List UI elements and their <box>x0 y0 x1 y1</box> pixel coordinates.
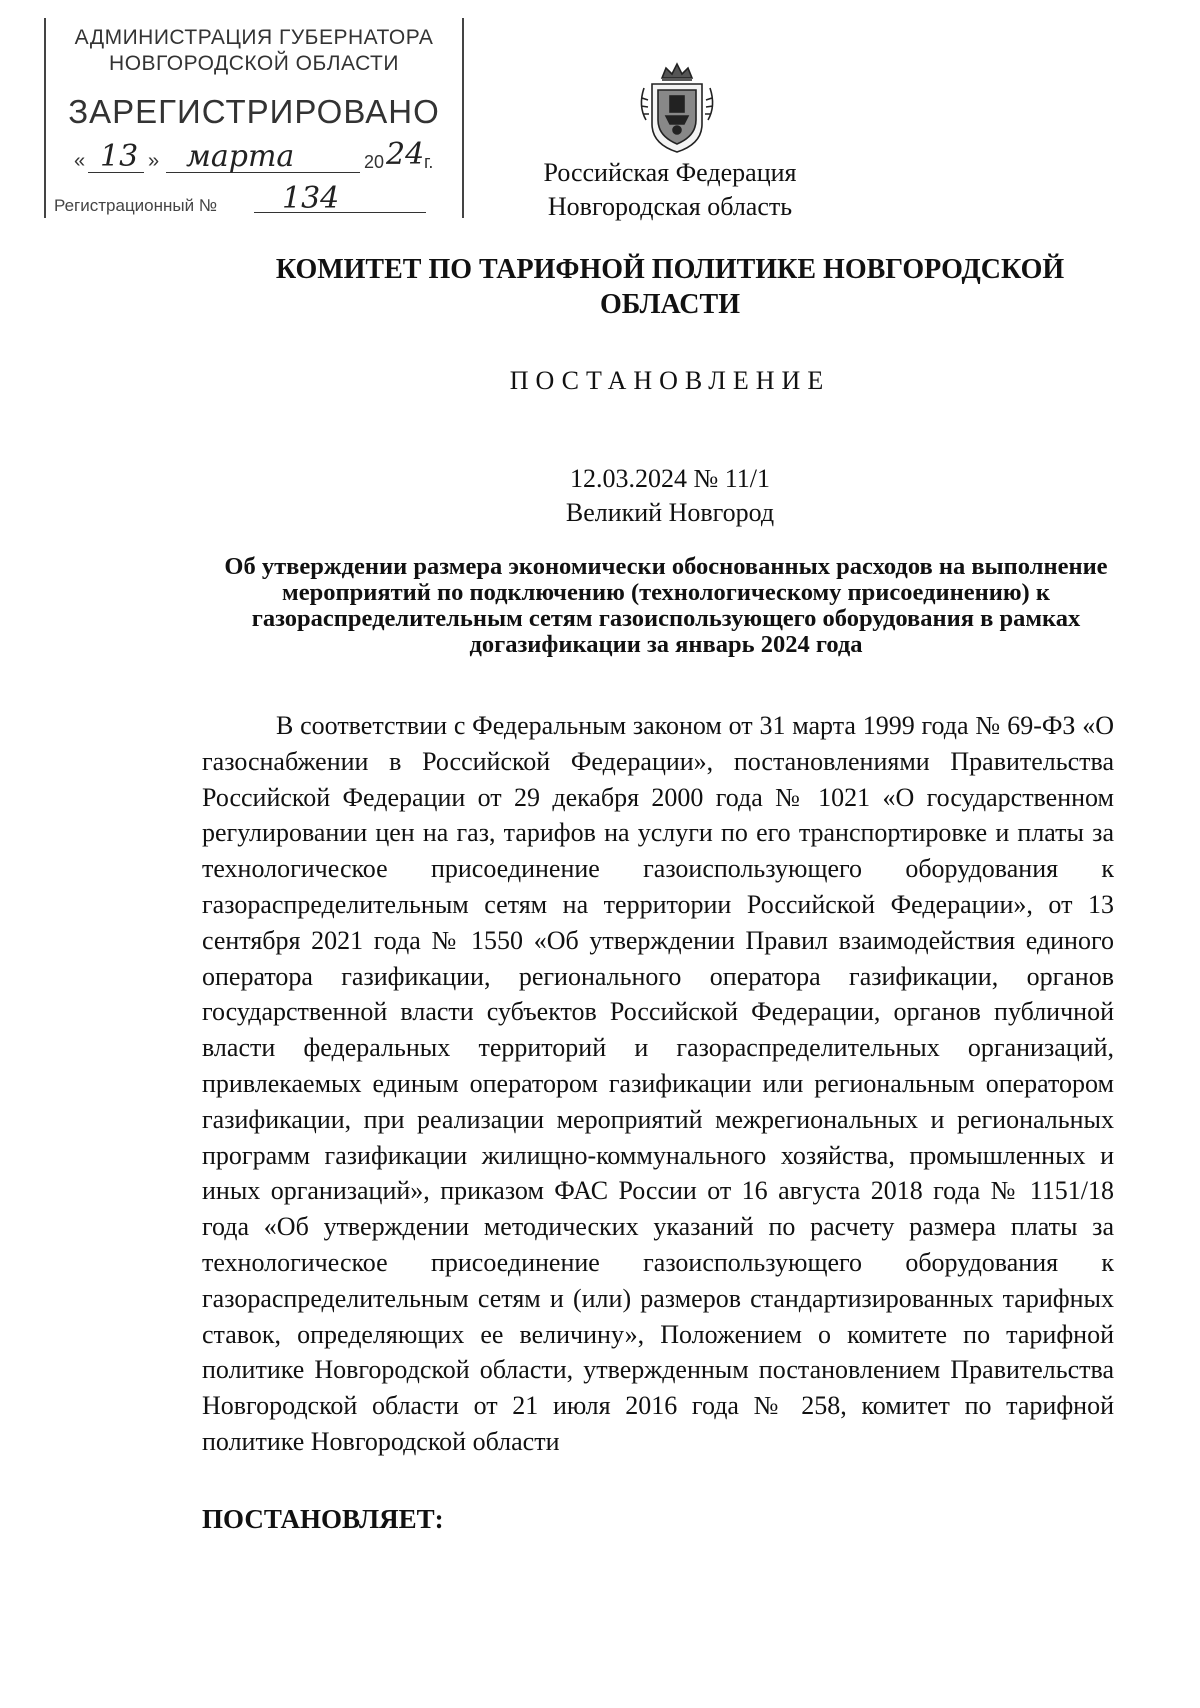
document-city: Великий Новгород <box>565 498 775 527</box>
stamp-regnum-underline <box>254 212 426 213</box>
stamp-year-end: г. <box>424 152 434 172</box>
committee-title: КОМИТЕТ ПО ТАРИФНОЙ ПОЛИТИКЕ НОВГОРОДСКОЙ ОБЛАСТИ <box>275 254 1065 320</box>
region-name: Новгородская область <box>547 192 793 221</box>
document-date-number: 12.03.2024 № 11/1 <box>569 464 771 493</box>
stamp-org-line1: АДМИНИСТРАЦИЯ ГУБЕРНАТОРА <box>74 26 434 49</box>
document-type-title: ПОСТАНОВЛЕНИЕ <box>509 366 831 395</box>
stamp-quote-open: « <box>74 150 86 172</box>
stamp-quote-close: » <box>148 150 160 172</box>
country-name: Российская Федерация <box>543 158 797 187</box>
preamble-paragraph: В соответствии с Федеральным законом от 31 марта 1999 года № 69-ФЗ «О газоснабжении в Российской Федерации», постановлениями Правительства Российской Федерации от 29 декабря 2000 года № 1021 «О государственном регулировании цен на газ, тарифов на услуги по его транспортировке и платы за технологическое присоединение газоиспользующего оборудования к газораспределительным сетям на территории Российской Федерации», от 13 сентября 2021 года № 1550 «Об утверждении Правил взаимодействия единого оператора газификации, регионального оператора газификации, органов государственной власти субъектов Российской Федерации, органов публичной власти федеральных территорий и газораспределительных организаций, привлекаемых единым оператором газификации или региональным оператором газификации, при реализации мероприятий межрегиональных и региональных программ газификации жилищно-коммунального хозяйства, промышленных и иных организаций», приказом ФАС России от 16 августа 2018 года № 1151/18 года «Об утверждении методических указаний по расчету размера платы за технологическое присоединение газоиспользующего оборудования к газораспределительным сетям и (или) размеров стандартизированных тарифных ставок, определяющих ее величину», Положением о комитете по тарифной политике Новгородской области, утвержденным постановлением Правительства Новгородской области от 21 июля 2016 года № 258, комитет по тарифной политике Новгородской области <box>202 711 1114 1456</box>
stamp-date-row <box>74 136 454 176</box>
stamp-org-line2: НОВГОРОДСКОЙ ОБЛАСТИ <box>109 52 399 75</box>
resolves-heading: ПОСТАНОВЛЯЕТ: <box>202 1504 444 1534</box>
stamp-regnum-label: Регистрационный № <box>54 196 218 215</box>
stamp-regnum-row <box>54 181 464 218</box>
document-subject: Об утверждении размера экономически обоснованных расходов на выполнение мероприятий по подключению (технологическому присоединению) к газораспределительным сетям газоиспользующего оборудования в рамках догазификации за январь 2024 года <box>224 553 1108 658</box>
stamp-year-handwritten: 24 <box>386 137 425 172</box>
stamp-day-handwritten: 13 <box>100 139 139 174</box>
registration-stamp <box>44 18 464 218</box>
coat-of-arms-icon <box>636 58 718 156</box>
stamp-year-prefix: 20 <box>364 152 385 172</box>
stamp-regnum-handwritten: 134 <box>282 181 340 216</box>
stamp-month-handwritten: марта <box>186 139 295 174</box>
stamp-registered-label: ЗАРЕГИСТРИРОВАНО <box>68 93 440 130</box>
